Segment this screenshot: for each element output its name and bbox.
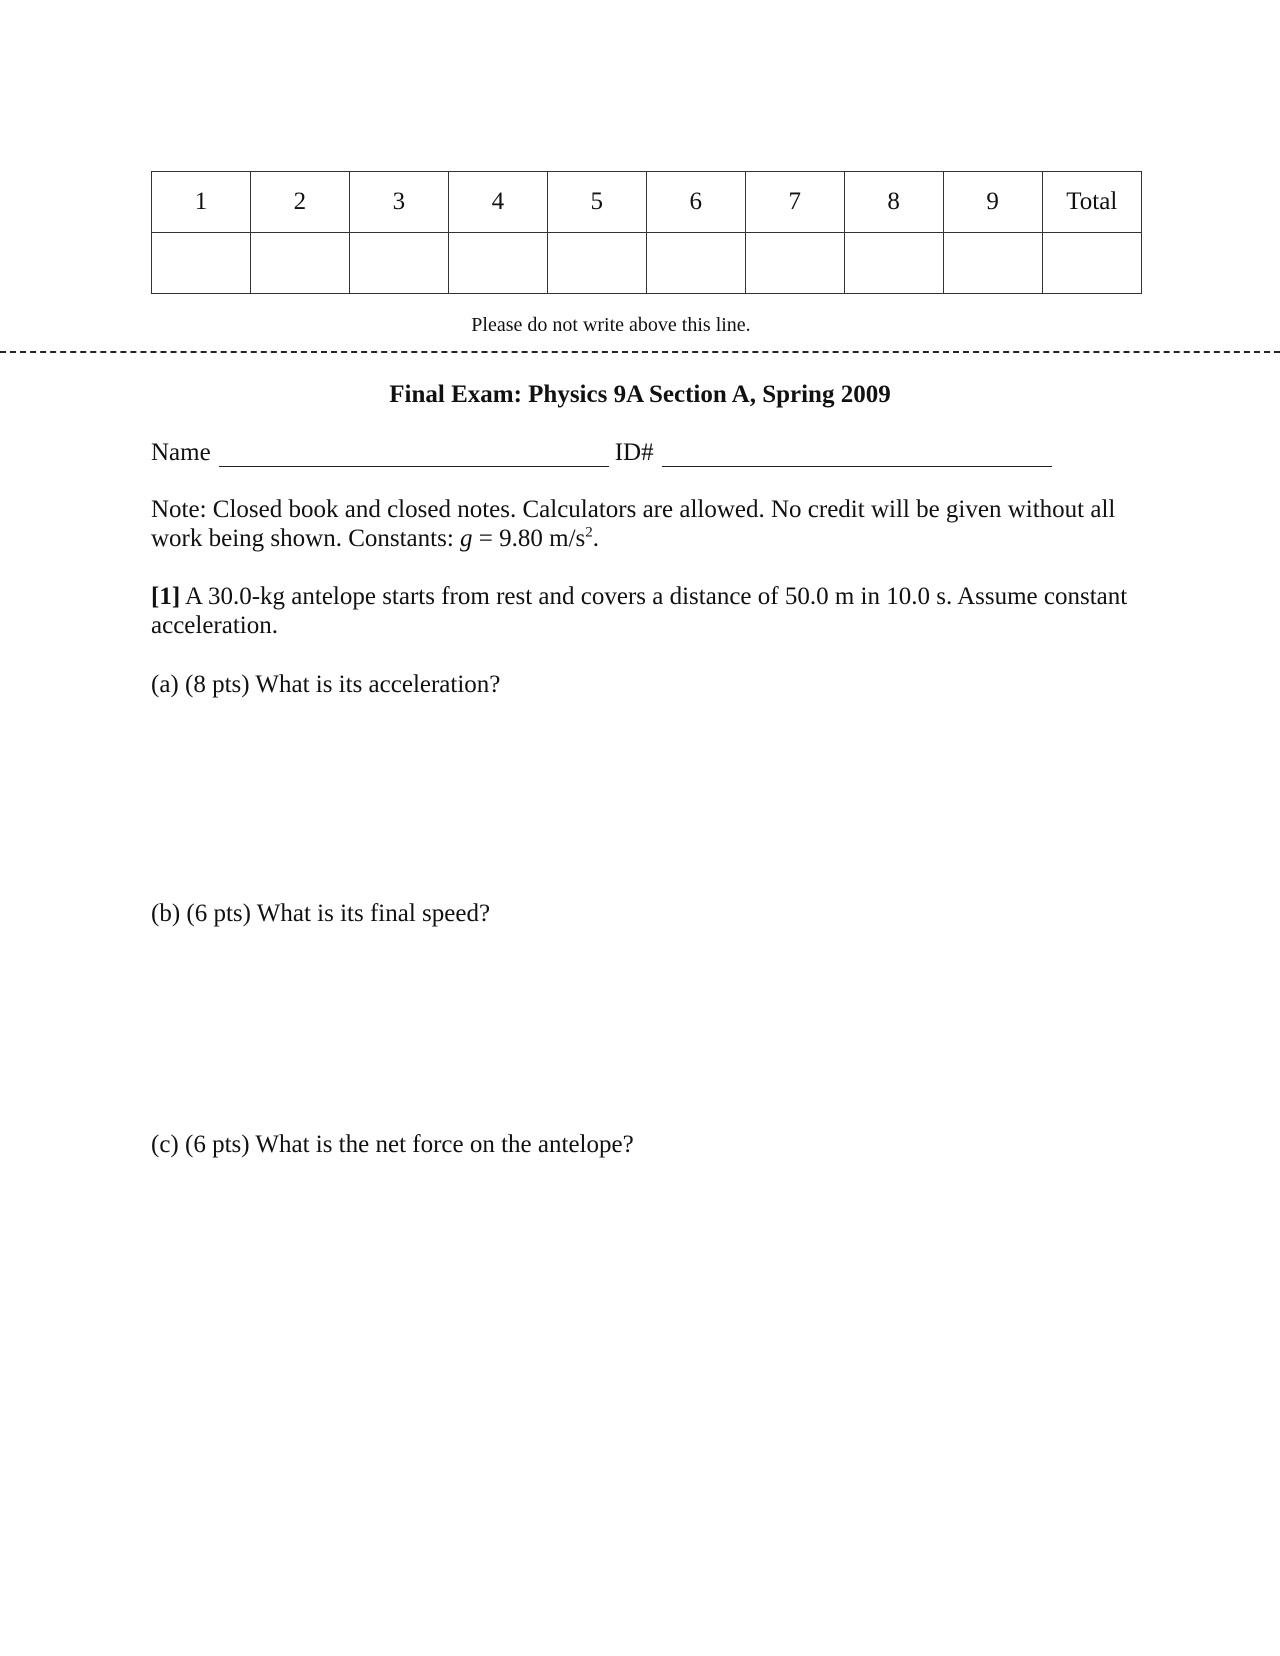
- score-header-1: 1: [152, 172, 251, 233]
- note-constant-symbol: g: [460, 525, 473, 552]
- score-value-row: [152, 233, 1142, 294]
- exam-note: [151, 495, 1141, 553]
- cut-line: [0, 351, 1280, 353]
- id-label: ID#: [614, 439, 654, 466]
- score-cell-2: [250, 233, 349, 294]
- score-header-4: 4: [448, 172, 547, 233]
- student-info-row: [151, 438, 1052, 467]
- question-1-part-c: (c) (6 pts) What is the net force on the antelope?: [151, 1131, 634, 1158]
- score-header-8: 8: [844, 172, 943, 233]
- score-header-9: 9: [943, 172, 1042, 233]
- score-cell-6: [646, 233, 745, 294]
- score-cell-5: [547, 233, 646, 294]
- score-header-row: [152, 172, 1142, 233]
- question-1-part-a: (a) (8 pts) What is its acceleration?: [151, 671, 501, 698]
- score-cell-4: [448, 233, 547, 294]
- score-header-2: 2: [250, 172, 349, 233]
- score-cell-total: [1042, 233, 1141, 294]
- score-table: [151, 171, 1142, 294]
- exam-title: Final Exam: Physics 9A Section A, Spring 2009: [389, 381, 891, 408]
- do-not-write-instruction: Please do not write above this line.: [471, 314, 751, 336]
- score-header-5: 5: [547, 172, 646, 233]
- name-label: Name: [151, 439, 211, 466]
- note-constant-exponent: 2: [585, 524, 593, 541]
- question-1-number: [1]: [151, 583, 181, 610]
- id-blank: [662, 438, 1052, 467]
- note-end: .: [592, 525, 600, 552]
- score-cell-9: [943, 233, 1042, 294]
- score-cell-8: [844, 233, 943, 294]
- note-constant-value: = 9.80 m/s: [472, 525, 586, 552]
- score-cell-1: [152, 233, 251, 294]
- score-header-7: 7: [745, 172, 844, 233]
- note-text: Note: Closed book and closed notes. Calculators are allowed. No credit will be given without all work being shown. Constants:: [151, 496, 1116, 552]
- score-cell-7: [745, 233, 844, 294]
- score-header-6: 6: [646, 172, 745, 233]
- score-header-total: Total: [1042, 172, 1141, 233]
- score-cell-3: [349, 233, 448, 294]
- question-1-text: A 30.0-kg antelope starts from rest and covers a distance of 50.0 m in 10.0 s. Assume constant acceleration.: [151, 583, 1128, 639]
- question-1-part-b: (b) (6 pts) What is its final speed?: [151, 900, 491, 927]
- name-blank: [219, 438, 609, 467]
- question-1: [151, 582, 1141, 640]
- score-header-3: 3: [349, 172, 448, 233]
